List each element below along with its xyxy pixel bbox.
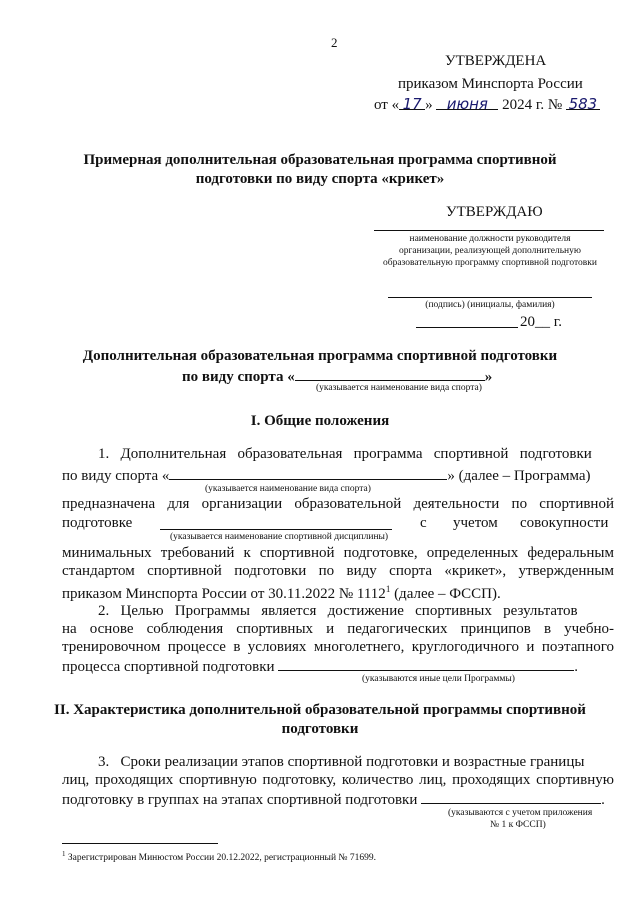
- p1-line2-suffix: » (далее – Программа): [447, 468, 591, 484]
- p1-line4: [62, 514, 132, 532]
- position-line: [374, 230, 604, 231]
- p1-line4-mid: с: [420, 515, 427, 531]
- day-handwritten: 17: [402, 95, 422, 113]
- p3-caption2: № 1 к ФССП): [490, 820, 546, 830]
- p1-sport-field: [169, 465, 447, 480]
- p1-line6: стандартом спортивной подготовки по виду спорта «крикет», утвержденным: [62, 563, 614, 579]
- year-text: 2024 г. №: [502, 97, 563, 113]
- program-title-line2: подготовки по виду спорта «крикет»: [195, 171, 445, 187]
- p2-line4-suffix: .: [574, 659, 579, 675]
- month-field: [436, 95, 498, 113]
- date-mid: »: [425, 97, 433, 113]
- approve-title: УТВЕРЖДАЮ: [446, 204, 543, 220]
- approve-caption1: наименование должности руководителя: [409, 234, 571, 244]
- p2-line2: на основе соблюдения спортивных и педагогических принципов в учебно-: [62, 621, 614, 637]
- stages-field: [421, 789, 601, 804]
- p1-line7-suffix: (далее – ФССП).: [390, 586, 501, 602]
- p3-line3: [62, 789, 605, 809]
- p2-caption: (указываются иные цели Программы): [362, 674, 515, 684]
- p3-line3-suffix: .: [601, 792, 605, 808]
- sport-field: [295, 366, 485, 381]
- signature-line: [388, 297, 592, 298]
- p1-line5: минимальных требований к спортивной подготовке, определенных федеральным: [62, 545, 614, 561]
- p1-line7: [62, 580, 501, 603]
- footnote-ref: 1: [385, 584, 391, 594]
- p3-line2: лиц, проходящих спортивную подготовку, количество лиц, проходящих спортивную: [62, 772, 614, 788]
- p1-line7-prefix: приказом Минспорта России от 30.11.2022 № 1112: [62, 586, 386, 602]
- approve-caption3: образовательную программу спортивной подготовки: [382, 258, 597, 268]
- p1-line1: 1. Дополнительная образовательная программа спортивной подготовки: [98, 446, 592, 462]
- approval-date: [374, 95, 600, 114]
- p2-line4: [62, 656, 578, 676]
- p1-caption2: (указывается наименование спортивной дисциплины): [170, 532, 389, 542]
- program-title-line1: Примерная дополнительная образовательная программа спортивной: [83, 152, 557, 168]
- doc-title-prefix: по виду спорта «: [182, 369, 295, 385]
- other-goals-field: [278, 656, 574, 671]
- p2-line1: 2. Целью Программы является достижение спортивных результатов: [98, 603, 578, 619]
- footnote: [62, 849, 376, 864]
- approval-order: приказом Минспорта России: [398, 76, 583, 92]
- p2-line4-prefix: процесса спортивной подготовки: [62, 659, 275, 675]
- page-number: 2: [331, 35, 338, 50]
- p1-line4-w2: совокупности: [520, 515, 609, 531]
- p2-line3: тренировочном процессе в условиях многолетнего, круглогодичного и поэтапного: [62, 639, 614, 655]
- footnote-mark: 1: [62, 850, 66, 858]
- p1-caption1: (указывается наименование вида спорта): [205, 484, 371, 494]
- signature-caption: (подпись) (инициалы, фамилия): [425, 300, 555, 310]
- section2-title-line1: II. Характеристика дополнительной образовательной программы спортивной: [54, 702, 586, 718]
- p3-line3-prefix: подготовку в группах на этапах спортивной подготовки: [62, 792, 418, 808]
- footnote-text: Зарегистрирован Минюстом России 20.12.2022, регистрационный № 71699.: [65, 853, 376, 864]
- discipline-line: [160, 529, 392, 530]
- approve-caption2: организации, реализующей дополнительную: [399, 246, 581, 256]
- doc-title-suffix: »: [484, 369, 493, 385]
- number-field: [566, 95, 600, 113]
- day-field: [399, 95, 425, 113]
- approve-year: 20__ г.: [520, 314, 562, 330]
- footnote-separator: [62, 843, 218, 844]
- number-handwritten: 583: [568, 95, 598, 113]
- date-prefix: от «: [374, 97, 400, 113]
- doc-title-line1: Дополнительная образовательная программа спортивной подготовки: [82, 348, 558, 364]
- p3-caption1: (указываются с учетом приложения: [448, 808, 593, 818]
- p1-line4-prefix: подготовке: [62, 515, 133, 531]
- approval-title: УТВЕРЖДЕНА: [445, 53, 547, 69]
- section2-title-line2: подготовки: [281, 721, 359, 737]
- p1-line2-prefix: по виду спорта «: [62, 468, 170, 484]
- p1-line3: предназначена для организации образовательной деятельности по спортивной: [62, 496, 614, 512]
- doc-title-caption: (указывается наименование вида спорта): [316, 383, 482, 393]
- p3-line1: 3. Сроки реализации этапов спортивной подготовки и возрастные границы: [98, 754, 585, 770]
- p1-line4-w1: учетом: [453, 515, 498, 531]
- date-line: [416, 327, 518, 328]
- month-handwritten: июня: [446, 95, 488, 113]
- p1-line2: [62, 465, 591, 485]
- section1-title: I. Общие положения: [250, 413, 390, 429]
